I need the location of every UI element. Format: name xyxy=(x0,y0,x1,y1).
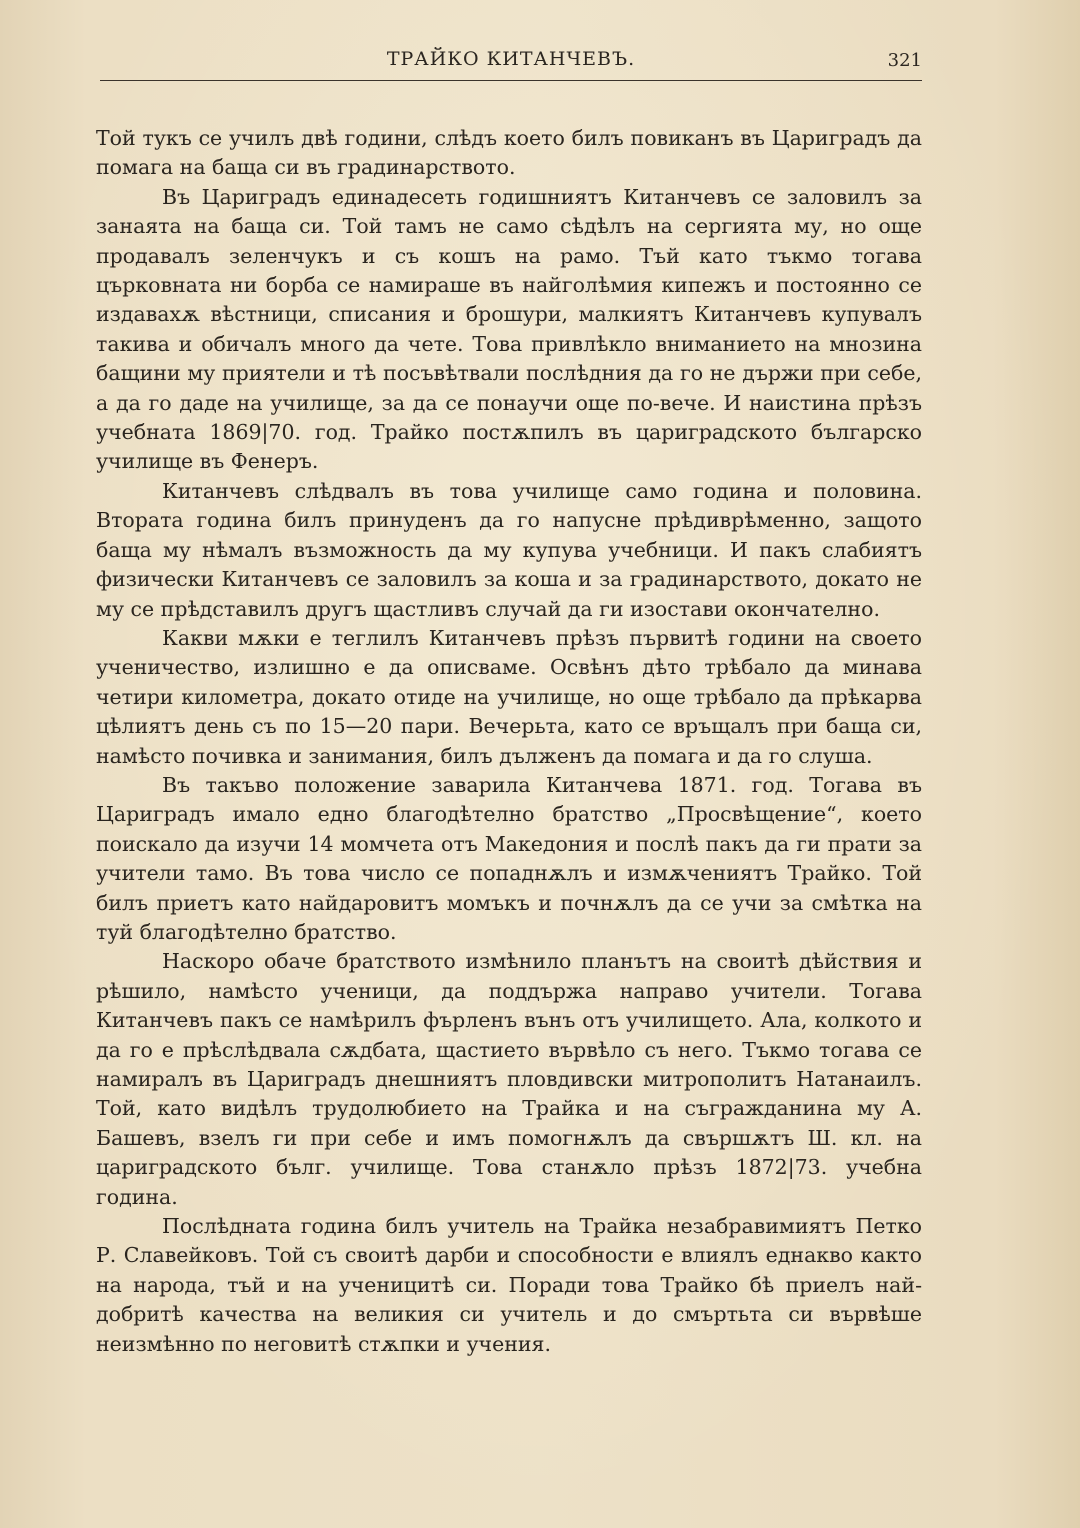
page-number: 321 xyxy=(887,50,922,71)
paragraph-4: Какви мѫки е теглилъ Китанчевъ прѣзъ първитѣ години на своето ученичество, излишно е да описваме. Освѣнъ дѣто трѣбало да минава четири километра, докато отиде на училище, но още трѣбало да прѣкарва цѣлиятъ день съ по 15—20 пари. Вечерьта, като се връщалъ при баща си, намѣсто почивка и занимания, билъ дълженъ да помага и да го слуша. xyxy=(96,625,922,768)
paragraph-6: Наскоро обаче братството измѣнило планътъ на своитѣ дѣйствия и рѣшило, намѣсто ученици, да поддържа направо учители. Тогава Китанчевъ пакъ се намѣрилъ фърленъ вънъ отъ училището. Ала, колкото и да го е прѣслѣдвала сѫдбата, щастието вървѣло съ него. Тъкмо тогава се намиралъ въ Цариградъ днешниятъ пловдивски митрополитъ Натанаилъ. Той, като видѣлъ трудолюбието на Трайка и на съгражданина му А. Башевъ, взелъ ги при себе и имъ помогнѫлъ да свършѫтъ Ш. кл. на цариградското бълг. училище. Това станѫло прѣзъ 1872|73. учебна година. xyxy=(96,949,922,1209)
header-rule xyxy=(100,80,922,81)
paragraph-1: Той тукъ се училъ двѣ години, слѣдъ което билъ повиканъ въ Цариградъ да помага на баща си въ градинарството. xyxy=(96,126,922,180)
paragraph-2: Въ Цариградъ единадесеть годишниятъ Китанчевъ се заловилъ за занаята на баща си. Той тамъ не само сѣдѣлъ на сергията му, но още продавалъ зеленчукъ и съ кошъ на рамо. Тъй като тъкмо тогава църковната ни борба се намираше въ найголѣмия кипежъ и постоянно се издавахѫ вѣстници, списания и брошури, малкиятъ Китанчевъ купувалъ такива и обичалъ много да чете. Това привлѣкло вниманието на мнозина бащини му приятели и тѣ посъвѣтвали послѣдния да го не държи при себе, а да го даде на училище, за да се понаучи още по-вече. И наистина прѣзъ учебната 1869|70. год. Трайко постѫпилъ въ цариградското българско училище въ Фенеръ. xyxy=(96,184,922,474)
running-title: ТРАЙКО КИТАНЧЕВЪ. xyxy=(386,48,636,70)
body-text xyxy=(96,124,922,1359)
paragraph-3: Китанчевъ слѣдвалъ въ това училище само година и половина. Втората година билъ принуденъ да го напусне прѣдиврѣменно, защото баща му нѣмалъ възможность да му купува учебници. И пакъ слабиятъ физически Китанчевъ се заловилъ за коша и за градинарството, докато не му се прѣдставилъ другъ щастливъ случай да ги изостави окончателно. xyxy=(96,478,922,621)
paragraph-7: Послѣдната година билъ учитель на Трайка незабравимиятъ Петко Р. Славейковъ. Той съ своитѣ дарби и способности е влиялъ еднакво както на народа, тъй и на ученицитѣ си. Поради това Трайко бѣ приелъ най-добритѣ качества на великия си учитель и до смъртьта си вървѣше неизмѣнно по неговитѣ стѫпки и учения. xyxy=(96,1214,922,1356)
paragraph-5: Въ такъво положение заварила Китанчева 1871. год. Тогава въ Цариградъ имало едно благодѣтелно братство „Просвѣщение“, което поискало да изучи 14 момчета отъ Македония и послѣ пакъ да ги прати за учители тамо. Въ това число се попаднѫлъ и измѫчениятъ Трайко. Той билъ приетъ като найдаровитъ момъкъ и почнѫлъ да се учи за смѣтка на туй благодѣтелно братство. xyxy=(96,772,922,944)
running-header xyxy=(100,42,922,86)
